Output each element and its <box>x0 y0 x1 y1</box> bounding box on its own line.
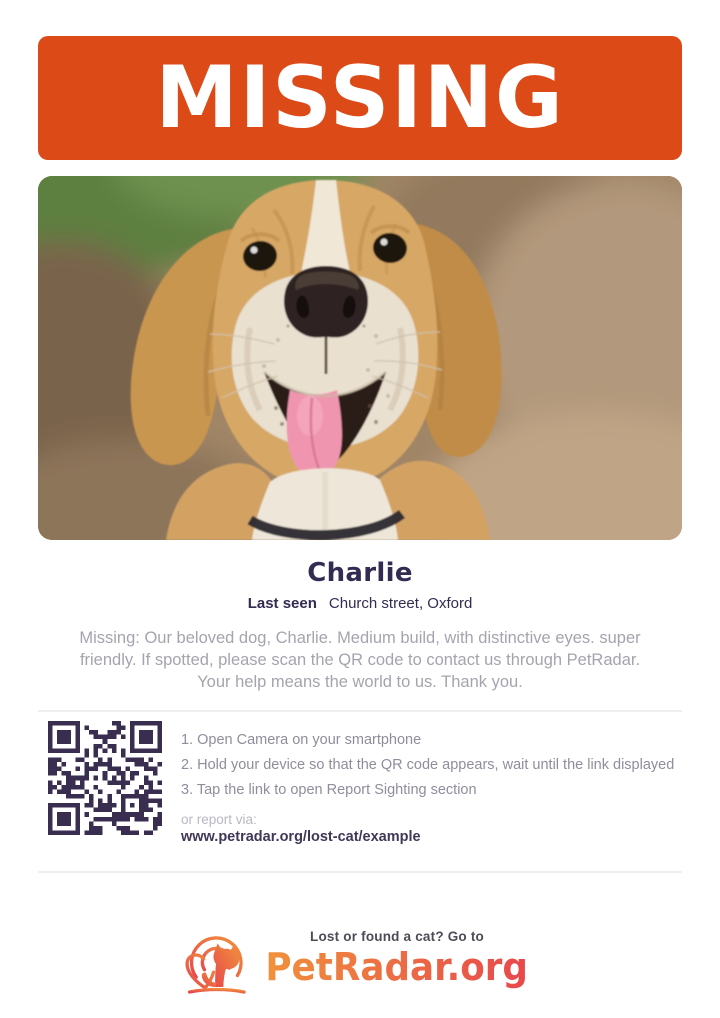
qr-section <box>38 712 682 854</box>
description-line-1: Missing: Our beloved dog, Charlie. Medium build, with distinctive eyes. super <box>79 629 641 647</box>
pet-photo-illustration <box>38 176 682 540</box>
petradar-logo-icon <box>183 917 249 1001</box>
footer-tagline: Lost or found a cat? Go to <box>310 929 484 945</box>
pet-description <box>38 627 682 693</box>
last-seen-location: Church street, Oxford <box>328 595 473 612</box>
footer-text <box>257 929 536 989</box>
qr-instructions <box>181 721 674 845</box>
pet-name: Charlie <box>307 558 413 588</box>
missing-banner-title: MISSING <box>155 48 565 148</box>
petradar-brand: PetRadar.org <box>265 945 529 990</box>
missing-banner <box>38 36 682 160</box>
qr-code-svg <box>48 721 162 835</box>
divider-bottom <box>38 871 682 873</box>
instruction-step-1: 1. Open Camera on your smartphone <box>181 732 422 748</box>
instruction-steps <box>181 728 674 803</box>
last-seen-label: Last seen <box>247 595 317 612</box>
instruction-step-2: 2. Hold your device so that the QR code appears, wait until the link displayed <box>181 757 675 773</box>
pet-photo <box>38 176 682 540</box>
last-seen-line <box>38 595 682 612</box>
footer <box>38 917 682 1001</box>
report-url: www.petradar.org/lost-cat/example <box>181 829 421 845</box>
description-line-2: friendly. If spotted, please scan the QR code to contact us through PetRadar. <box>79 651 641 669</box>
qr-code <box>48 721 162 835</box>
description-line-3: Your help means the world to us. Thank you. <box>197 673 523 691</box>
report-via-label: or report via: <box>181 812 257 827</box>
instruction-step-3: 3. Tap the link to open Report Sighting section <box>181 782 477 798</box>
